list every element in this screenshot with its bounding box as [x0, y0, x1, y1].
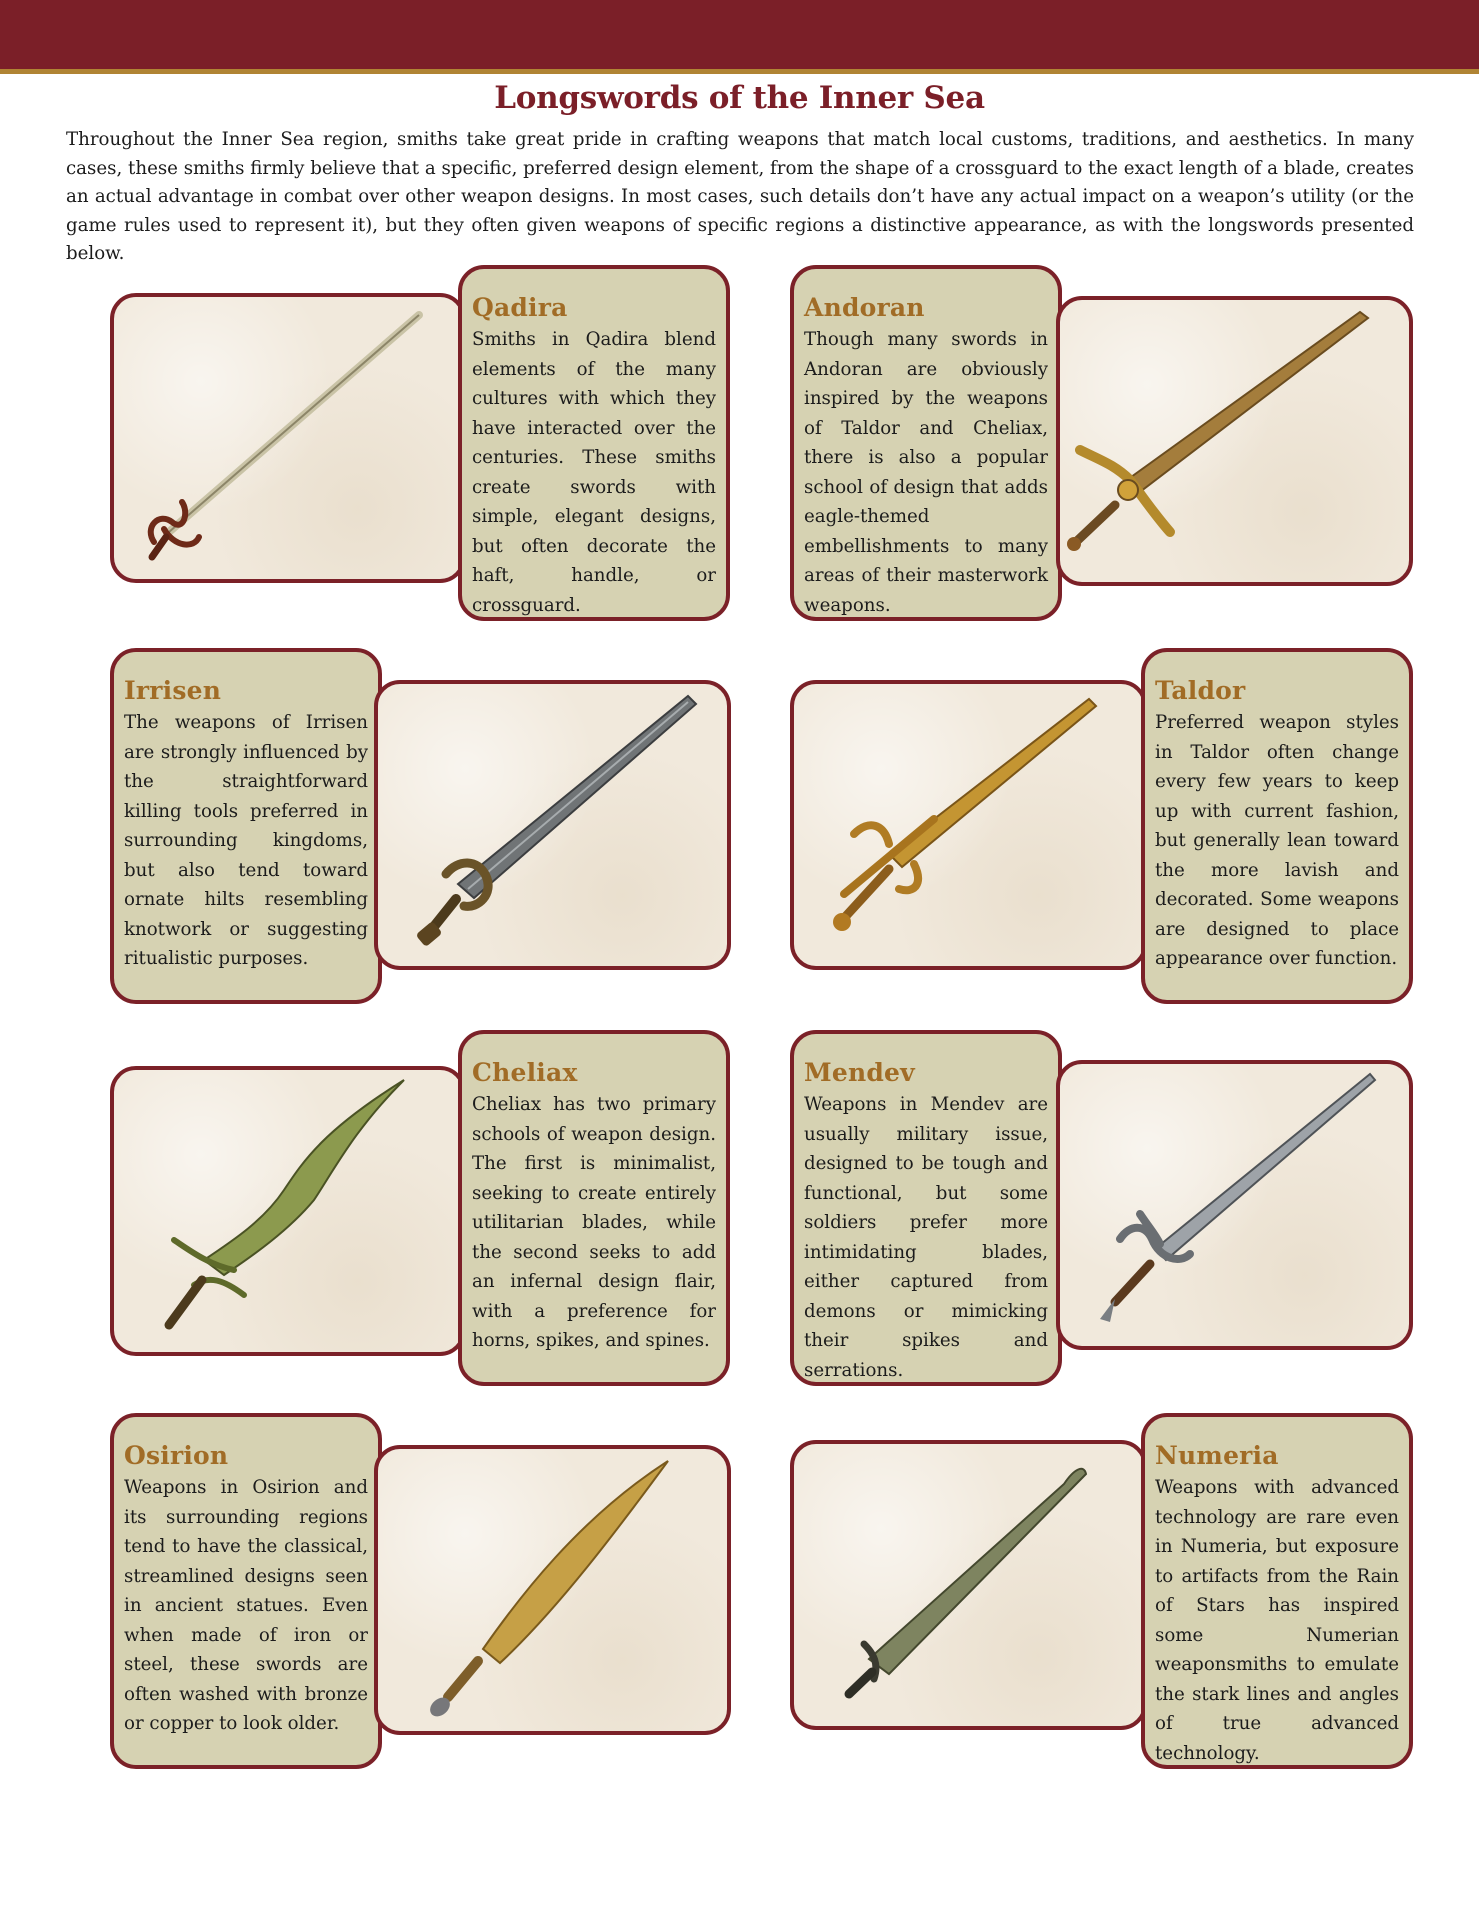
taldor-image — [790, 680, 1147, 970]
irrisen-panel — [110, 648, 382, 1004]
andoran-panel — [790, 265, 1062, 621]
top-banner — [0, 0, 1479, 74]
numeria-panel — [1141, 1413, 1413, 1769]
numeria-title: Numeria — [1155, 1441, 1279, 1470]
cheliax-image — [110, 1066, 466, 1356]
qadira-panel — [458, 265, 730, 621]
qadira-title: Qadira — [472, 293, 568, 322]
taldor-title: Taldor — [1155, 676, 1246, 705]
osirion-title: Osirion — [124, 1441, 229, 1470]
irrisen-text: The weapons of Irrisen are strongly influenced by the straightforward killing tools preferred in surrounding kingdoms, but also tend toward ornate hilts resembling knotwork or suggesting ritualistic purposes. — [124, 712, 368, 969]
taldor-panel — [1141, 648, 1413, 1004]
taldor-text: Preferred weapon styles in Taldor often change every few years to keep up with current fashion, but generally lean toward the more lavish and decorated. Some weapons are designed to place appearance over function. — [1155, 712, 1399, 969]
osirion-image — [374, 1445, 731, 1735]
irrisen-title: Irrisen — [124, 676, 222, 705]
numeria-text: Weapons with advanced technology are rare even in Numeria, but exposure to artifacts from the Rain of Stars has inspired some Numerian weaponsmiths to emulate the stark lines and angles of true advanced technology. — [1155, 1477, 1399, 1764]
cheliax-text: Cheliax has two primary schools of weapon design. The first is minimalist, seeking to create entirely utilitarian blades, while the second seeks to add an infernal design flair, with a preference for horns, spikes, and spines. — [472, 1094, 716, 1351]
numeria-image — [790, 1440, 1147, 1730]
andoran-image — [1056, 296, 1413, 586]
andoran-title: Andoran — [804, 293, 925, 322]
cheliax-panel — [458, 1030, 730, 1386]
cheliax-title: Cheliax — [472, 1058, 578, 1087]
osirion-text: Weapons in Osirion and its surrounding regions tend to have the classical, streamlined designs seen in ancient statues. Even when made of iron or steel, these swords are often washed with bronze or copper to look older. — [124, 1477, 368, 1734]
mendev-text: Weapons in Mendev are usually military issue, designed to be tough and functional, but some soldiers prefer more intimidating blades, either captured from demons or mimicking their spikes and serrations. — [804, 1094, 1048, 1381]
qadira-image — [110, 293, 466, 583]
mendev-panel — [790, 1030, 1062, 1386]
andoran-text: Though many swords in Andoran are obviously inspired by the weapons of Taldor and Cheliax, there is also a popular school of design that adds eagle-themed embellishments to many areas of their masterwork weapons. — [804, 329, 1048, 616]
osirion-panel — [110, 1413, 382, 1769]
mendev-image — [1056, 1060, 1413, 1350]
qadira-text: Smiths in Qadira blend elements of the many cultures with which they have interacted over the centuries. These smiths create swords with simple, elegant designs, but often decorate the haft, handle, or crossguard. — [472, 329, 716, 616]
intro-paragraph: Throughout the Inner Sea region, smiths take great pride in crafting weapons that match local customs, traditions, and aesthetics. In many cases, these smiths firmly believe that a specific, preferred design element, from the shape of a crossguard to the exact length of a blade, creates an actual advantage in combat over other weapon designs. In most cases, such details don’t have any actual impact on a weapon’s utility (or the game rules used to represent it), but they often given weapons of specific regions a distinctive appearance, as with the longswords presented below. — [66, 129, 1414, 265]
irrisen-image — [374, 680, 731, 970]
page-title: Longswords of the Inner Sea — [494, 80, 985, 116]
mendev-title: Mendev — [804, 1058, 915, 1087]
